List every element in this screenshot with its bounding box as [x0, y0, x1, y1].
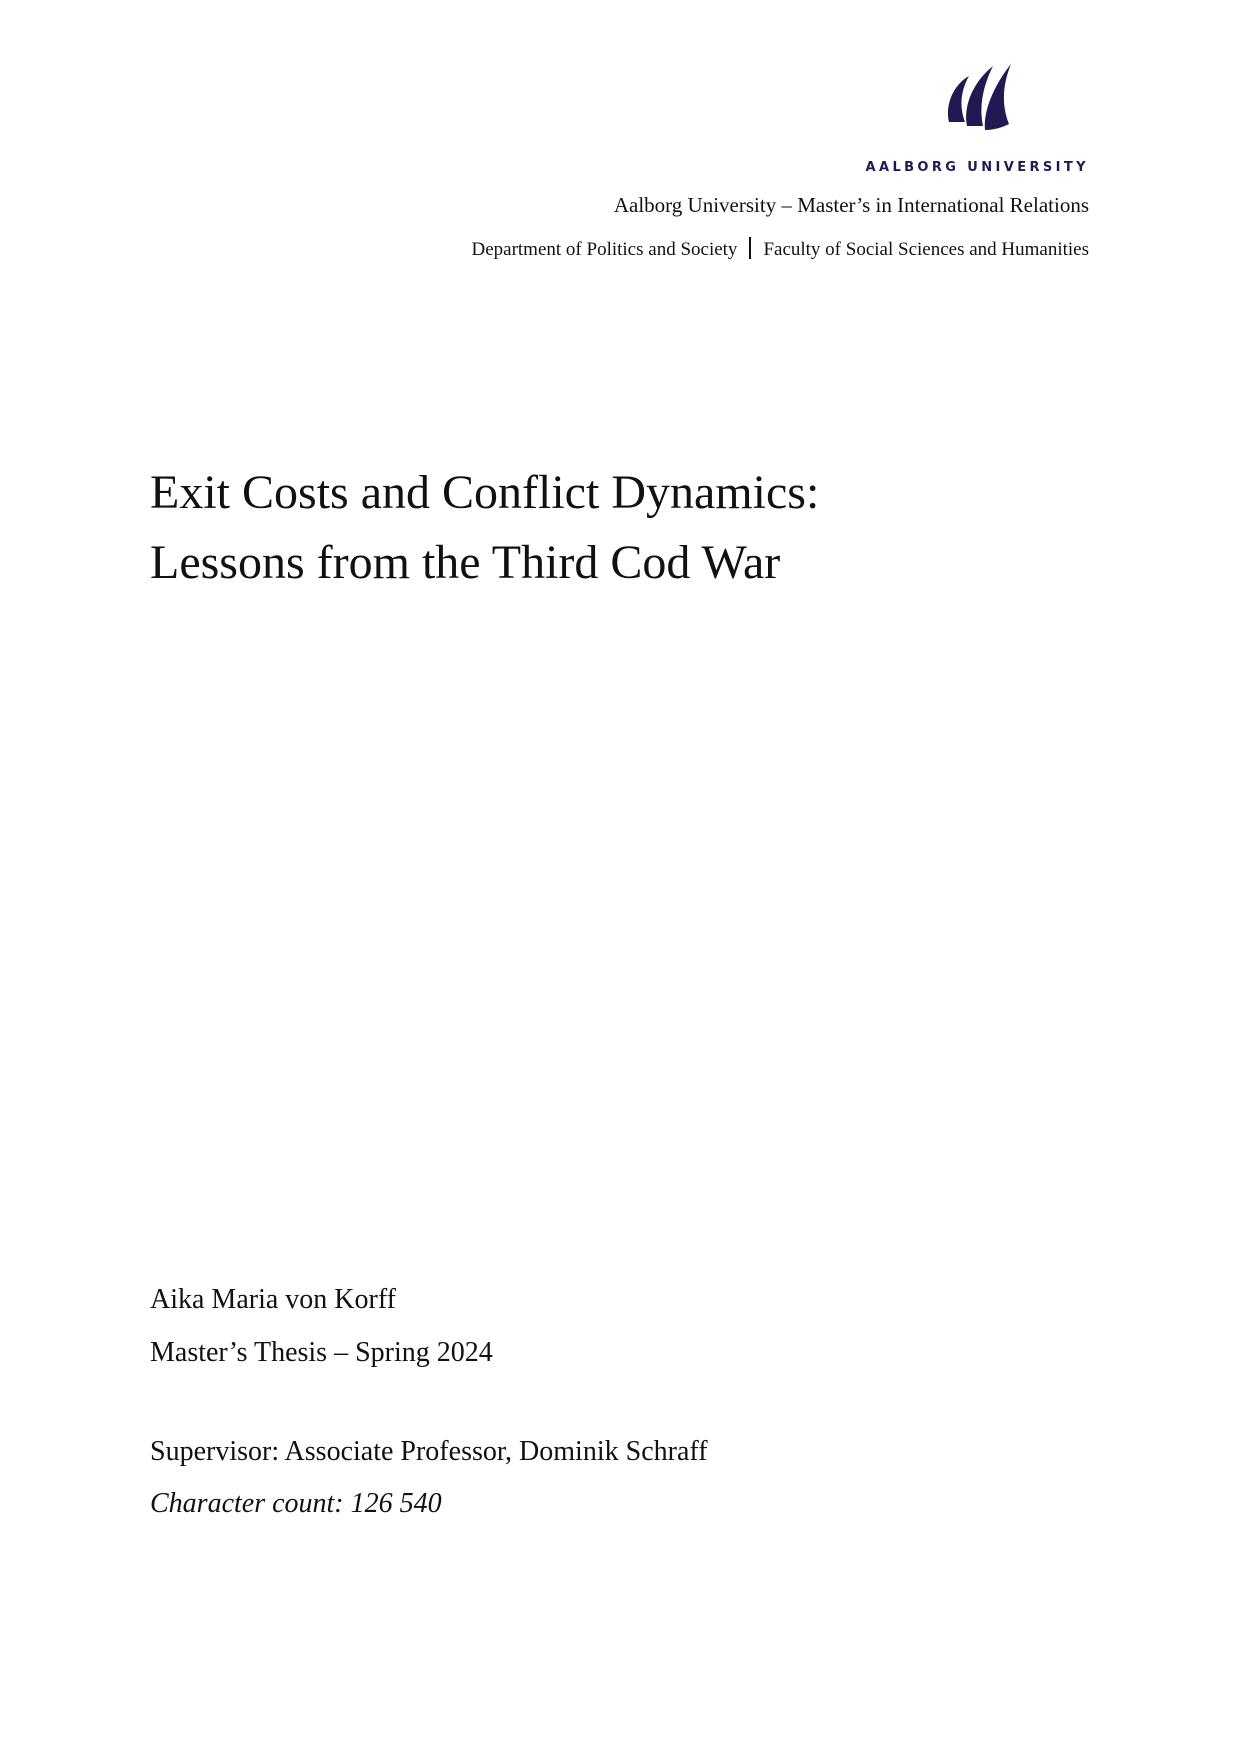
- department-name: Department of Politics and Society: [471, 239, 738, 260]
- author-name: Aika Maria von Korff: [150, 1284, 396, 1315]
- faculty-name: Faculty of Social Sciences and Humanities: [763, 239, 1089, 260]
- title-line-1: Exit Costs and Conflict Dynamics:: [150, 466, 820, 519]
- character-count: Character count: 126 540: [150, 1488, 442, 1519]
- logo-text: AALBORG UNIVERSITY: [865, 160, 1089, 175]
- separator: [749, 237, 751, 259]
- thesis-type: Master’s Thesis – Spring 2024: [150, 1337, 493, 1368]
- aalborg-university-logo-icon: [939, 60, 1019, 140]
- program-line: Aalborg University – Master’s in International Relations: [613, 193, 1089, 217]
- title-line-2: Lessons from the Third Cod War: [150, 536, 781, 589]
- thesis-title: [150, 458, 819, 598]
- supervisor: Supervisor: Associate Professor, Dominik Schraff: [150, 1436, 708, 1467]
- department-line: [471, 237, 1089, 261]
